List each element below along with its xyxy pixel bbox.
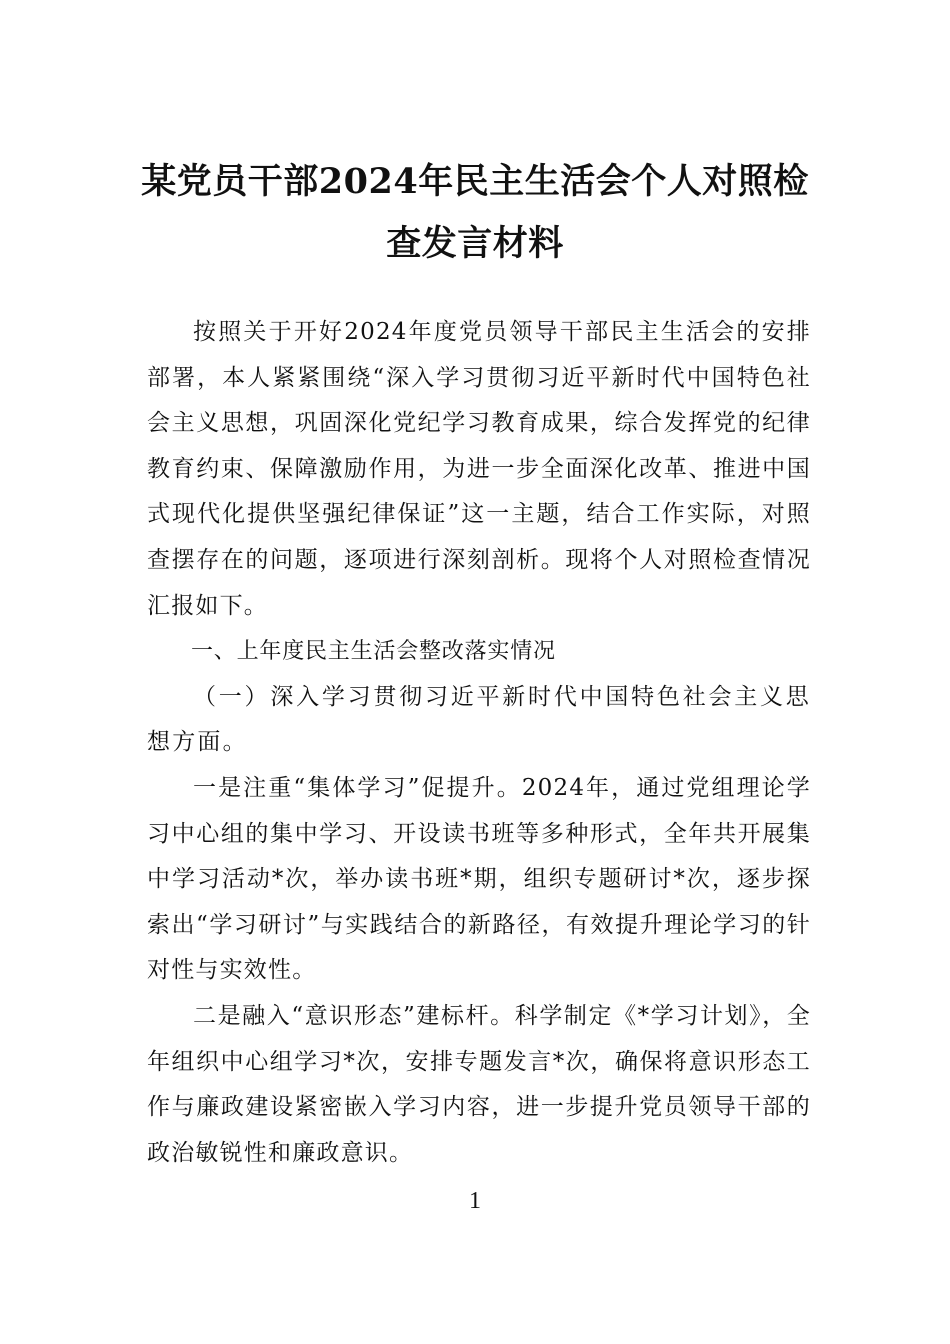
page-number: 1 bbox=[469, 1188, 481, 1214]
document-title-line-2: 查发言材料 bbox=[386, 223, 564, 264]
document-body bbox=[147, 310, 811, 1176]
intro-paragraph: 按照关于开好2024年度党员领导干部民主生活会的安排部署，本人紧紧围绕“深入学习贯彻习近平新时代中国特色社会主义思想，巩固深化党纪学习教育成果，综合发挥党的纪律教育约束、保障激励作用，为进一步全面深化改革、推进中国式现代化提供坚强纪律保证”这一主题，结合工作实际，对照查摆存在的问题，逐项进行深刻剖析。现将个人对照检查情况汇报如下。 bbox=[147, 319, 811, 619]
subsection-heading-1: （一）深入学习贯彻习近平新时代中国特色社会主义思想方面。 bbox=[147, 683, 811, 756]
body-paragraph-item-2: 二是融入“意识形态”建标杆。科学制定《*学习计划》，全年组织中心组学习*次，安排专题发言*次，确保将意识形态工作与廉政建设紧密嵌入学习内容，进一步提升党员领导干部的政治敏锐性和廉政意识。 bbox=[147, 1002, 811, 1166]
section-heading-1: 一、上年度民主生活会整改落实情况 bbox=[191, 639, 556, 665]
body-paragraph-item-1: 一是注重“集体学习”促提升。2024年，通过党组理论学习中心组的集中学习、开设读书班等多种形式，全年共开展集中学习活动*次，举办读书班*期，组织专题研讨*次，逐步探索出“学习研讨”与实践结合的新路径，有效提升理论学习的针对性与实效性。 bbox=[147, 774, 811, 984]
document-title-line-1: 某党员干部2024年民主生活会个人对照检 bbox=[141, 161, 809, 202]
